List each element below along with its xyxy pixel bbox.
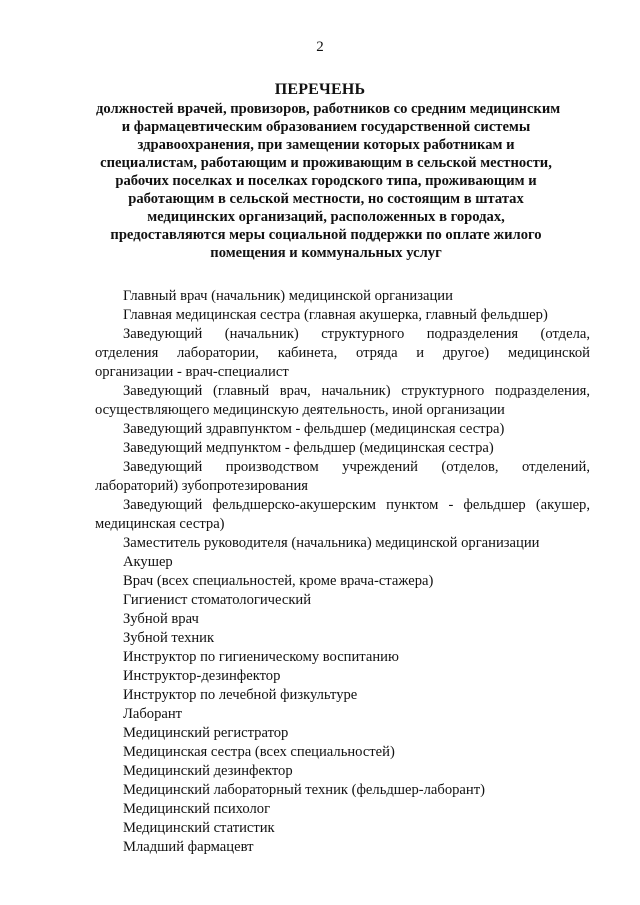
list-item-text: Инструктор по лечебной физкультуре <box>123 687 358 703</box>
position-list <box>95 287 590 857</box>
list-item <box>95 610 590 629</box>
list-item-text: Заведующий медпунктом - фельдшер (медицинская сестра) <box>123 440 494 456</box>
subtitle-line: здравоохранения, при замещении которых работникам и <box>137 137 515 153</box>
list-item <box>95 325 590 382</box>
page-number: 2 <box>316 39 324 55</box>
list-item <box>95 686 590 705</box>
list-item <box>95 496 590 534</box>
list-item <box>95 819 590 838</box>
list-item-text: Заведующий (главный врач, начальник) структурного подразделения, <box>123 383 590 399</box>
subtitle-line: работающим в сельской местности, но состоящим в штатах <box>128 191 524 207</box>
list-item-text: Гигиенист стоматологический <box>123 592 312 608</box>
list-item <box>95 420 590 439</box>
list-item-text: Главный врач (начальник) медицинской организации <box>123 288 453 304</box>
list-item-text: Медицинский регистратор <box>123 725 289 741</box>
list-item <box>95 287 590 306</box>
list-item-text: Заместитель руководителя (начальника) медицинской организации <box>123 535 540 551</box>
list-item-text: Инструктор-дезинфектор <box>123 668 281 684</box>
list-item-text: Медицинский лабораторный техник (фельдшер-лаборант) <box>123 782 485 798</box>
list-item <box>95 306 590 325</box>
list-item <box>95 762 590 781</box>
list-item-text: Врач (всех специальностей, кроме врача-стажера) <box>123 573 434 589</box>
subtitle-line: и фармацевтическим образованием государственной системы <box>121 119 531 135</box>
document-subtitle <box>96 100 561 262</box>
list-item <box>95 724 590 743</box>
subtitle-line: помещения и коммунальных услуг <box>210 245 442 261</box>
list-item-text: Медицинский дезинфектор <box>123 763 293 779</box>
list-item-text: Зубной врач <box>123 611 199 627</box>
subtitle-line: должностей врачей, провизоров, работников со средним медицинским <box>96 101 561 117</box>
list-item <box>95 705 590 724</box>
list-item <box>95 553 590 572</box>
list-item-text: Заведующий (начальник) структурного подразделения (отдела, <box>123 326 590 342</box>
list-item-text: отделения лаборатории, кабинета, отряда и другое) медицинской <box>95 345 590 361</box>
subtitle-line: специалистам, работающим и проживающим в сельской местности, <box>100 155 552 171</box>
list-item-text: организации - врач-специалист <box>95 364 289 380</box>
list-item-text: медицинская сестра) <box>95 516 225 532</box>
list-item <box>95 800 590 819</box>
list-item-text: Зубной техник <box>123 630 215 646</box>
list-item <box>95 838 590 857</box>
list-item <box>95 439 590 458</box>
list-item-text: лабораторий) зубопротезирования <box>95 478 308 494</box>
list-item-text: Медицинский психолог <box>123 801 271 817</box>
list-item-text: Медицинская сестра (всех специальностей) <box>123 744 395 760</box>
list-item-text: Акушер <box>123 554 173 570</box>
list-item <box>95 458 590 496</box>
subtitle-line: предоставляются меры социальной поддержки по оплате жилого <box>110 227 542 243</box>
list-item-text: Медицинский статистик <box>123 820 275 836</box>
subtitle-line: рабочих поселках и поселках городского типа, проживающим и <box>115 173 537 189</box>
list-item-text: Младший фармацевт <box>123 839 254 855</box>
list-item <box>95 781 590 800</box>
list-item-text: осуществляющего медицинскую деятельность, иной организации <box>95 402 505 418</box>
list-item-text: Лаборант <box>123 706 183 722</box>
list-item <box>95 743 590 762</box>
list-item-text: Главная медицинская сестра (главная акушерка, главный фельдшер) <box>123 307 548 323</box>
list-item-text: Инструктор по гигиеническому воспитанию <box>123 649 399 665</box>
list-item <box>95 534 590 553</box>
list-item <box>95 629 590 648</box>
list-item <box>95 572 590 591</box>
list-item-text: Заведующий фельдшерско-акушерским пунктом - фельдшер (акушер, <box>123 497 590 513</box>
list-item <box>95 382 590 420</box>
list-item <box>95 591 590 610</box>
list-item <box>95 667 590 686</box>
document-title: ПЕРЕЧЕНЬ <box>274 81 366 98</box>
list-item-text: Заведующий здравпунктом - фельдшер (медицинская сестра) <box>123 421 505 437</box>
list-item-text: Заведующий производством учреждений (отделов, отделений, <box>123 459 590 475</box>
subtitle-line: медицинских организаций, расположенных в городах, <box>147 209 505 225</box>
list-item <box>95 648 590 667</box>
